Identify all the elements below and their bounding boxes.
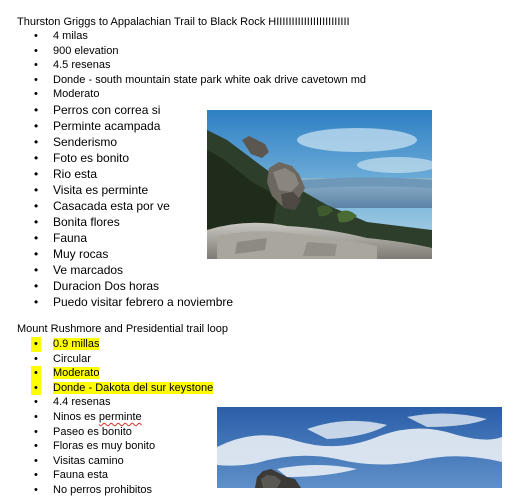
black-rock-detail-item-text	[53, 135, 117, 149]
black-rock-detail-item[interactable]	[0, 73, 366, 88]
black-rock-detail-item-label: Perminte acampada	[53, 118, 161, 133]
rushmore-detail-item-label: 4.4 resenas	[53, 396, 111, 409]
rushmore-detail-item[interactable]	[0, 381, 213, 396]
black-rock-detail-item-label: 4.5 resenas	[53, 59, 111, 71]
black-rock-detail-item-text	[53, 119, 160, 133]
black-rock-detail-item-text	[53, 45, 118, 57]
black-rock-detail-item-label: Senderismo	[53, 134, 118, 149]
black-rock-detail-item-label: Casacada esta por ve	[53, 198, 170, 213]
spellcheck-flagged-word[interactable]: perminte	[98, 410, 142, 423]
black-rock-detail-item-text	[53, 247, 108, 261]
black-rock-overlook-image	[207, 110, 432, 259]
mount-rushmore-sky-photo[interactable]	[217, 407, 502, 488]
black-rock-detail-item[interactable]	[0, 262, 366, 278]
rushmore-detail-item[interactable]	[0, 366, 213, 381]
rushmore-detail-item-text	[53, 338, 99, 350]
black-rock-detail-item[interactable]	[0, 58, 366, 73]
rushmore-detail-item[interactable]	[0, 425, 213, 440]
rushmore-detail-item-text	[53, 440, 155, 452]
black-rock-detail-item-text	[53, 74, 366, 86]
black-rock-detail-item[interactable]	[0, 44, 366, 59]
rushmore-detail-item-text	[53, 396, 110, 408]
black-rock-detail-item-text	[53, 215, 120, 229]
black-rock-detail-item[interactable]	[0, 29, 366, 44]
rushmore-detail-item[interactable]	[0, 439, 213, 454]
black-rock-detail-item-label: Bonita flores	[53, 214, 120, 229]
trail-title-mount-rushmore[interactable]: Mount Rushmore and Presidential trail loop	[17, 323, 228, 335]
rushmore-detail-item-text	[53, 469, 108, 481]
black-rock-detail-item-label: Rio esta	[53, 166, 98, 181]
rushmore-detail-item[interactable]	[0, 395, 213, 410]
rushmore-detail-item[interactable]	[0, 352, 213, 367]
black-rock-detail-item[interactable]	[0, 294, 366, 310]
black-rock-detail-item-label: Visita es perminte	[53, 182, 149, 197]
black-rock-detail-item-label: 900 elevation	[53, 44, 119, 57]
black-rock-detail-item-label: Moderato	[53, 88, 100, 100]
black-rock-detail-item-text	[53, 231, 87, 245]
black-rock-detail-item-text	[53, 295, 233, 309]
rushmore-detail-item[interactable]	[0, 410, 213, 425]
black-rock-detail-item-label: 4 milas	[53, 30, 88, 42]
black-rock-detail-item-text	[53, 183, 148, 197]
mount-rushmore-sky-image	[217, 407, 502, 488]
rushmore-detail-item-text	[53, 411, 142, 423]
black-rock-overlook-photo[interactable]	[207, 110, 432, 259]
black-rock-detail-item-label: Donde - south mountain state park white oak drive cavetown md	[53, 73, 367, 86]
rushmore-detail-item-label: No perros prohibitos	[53, 483, 153, 496]
black-rock-detail-item-text	[53, 88, 99, 100]
rushmore-detail-item-label: Floras es muy bonito	[53, 440, 156, 453]
rushmore-detail-item-text	[53, 382, 213, 394]
trail-details-list-mount-rushmore	[0, 337, 213, 498]
rushmore-detail-item-text	[53, 367, 99, 379]
black-rock-detail-item-label: Duracion Dos horas	[53, 278, 160, 293]
rushmore-detail-item-label: Moderato	[53, 367, 100, 380]
trail-title-black-rock[interactable]: Thurston Griggs to Appalachian Trail to Black Rock HIIIIIIIIIIIIIIIIIIIIIIII	[17, 16, 350, 28]
rushmore-detail-item-label: 0.9 millas	[53, 338, 100, 350]
black-rock-detail-item-label: Muy rocas	[53, 246, 109, 261]
black-rock-detail-item-label: Puedo visitar febrero a noviembre	[53, 294, 234, 309]
rushmore-detail-item-label: Donde - Dakota del sur keystone	[53, 381, 214, 394]
rushmore-detail-item[interactable]	[0, 468, 213, 483]
rushmore-detail-item-label: Visitas camino	[53, 454, 124, 467]
rushmore-detail-item[interactable]	[0, 483, 213, 498]
black-rock-detail-item-text	[53, 199, 170, 213]
black-rock-detail-item-text	[53, 30, 88, 42]
black-rock-detail-item-label: Perros con correa si	[53, 102, 161, 117]
rushmore-detail-item-text	[53, 353, 91, 365]
black-rock-detail-item[interactable]	[0, 87, 366, 102]
black-rock-detail-item-text	[53, 279, 159, 293]
black-rock-detail-item-label: Fauna	[53, 230, 88, 245]
rushmore-detail-item[interactable]	[0, 337, 213, 352]
rushmore-detail-item-label: Circular	[53, 352, 91, 365]
black-rock-detail-item-text	[53, 151, 129, 165]
black-rock-detail-item-text	[53, 263, 123, 277]
black-rock-detail-item-text	[53, 59, 110, 71]
rushmore-detail-item-text	[53, 455, 124, 467]
black-rock-detail-item[interactable]	[0, 278, 366, 294]
rushmore-detail-item[interactable]	[0, 454, 213, 469]
black-rock-detail-item-label: Ve marcados	[53, 262, 124, 277]
rushmore-detail-item-text	[53, 484, 152, 496]
rushmore-detail-item-text	[53, 426, 132, 438]
rushmore-detail-item-label: Fauna esta	[53, 469, 109, 482]
black-rock-detail-item-text	[53, 103, 160, 117]
black-rock-detail-item-text	[53, 167, 97, 181]
rushmore-detail-item-label: Paseo es bonito	[53, 425, 132, 438]
black-rock-detail-item-label: Foto es bonito	[53, 150, 130, 165]
rushmore-detail-item-label: Ninos es	[53, 410, 99, 423]
